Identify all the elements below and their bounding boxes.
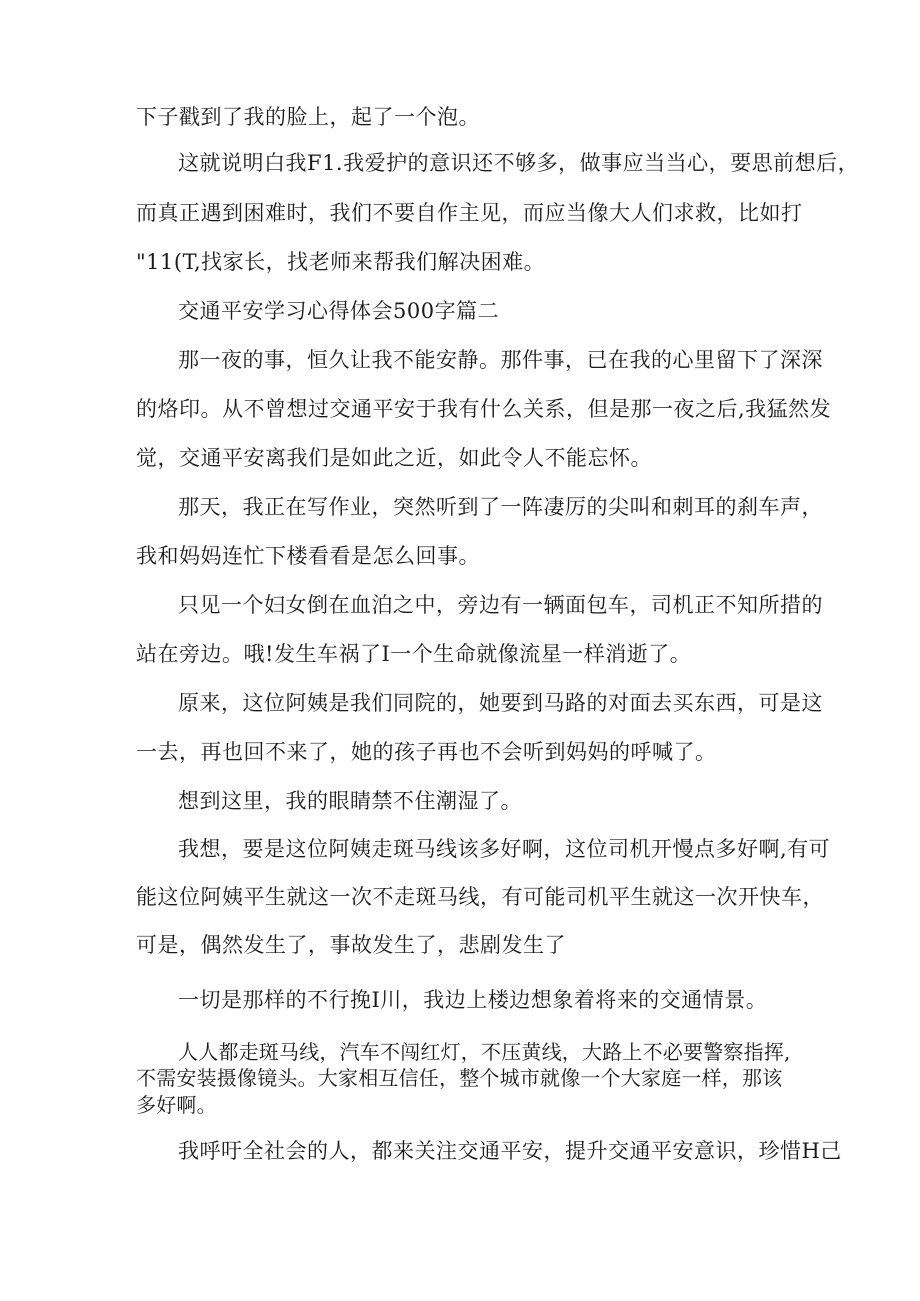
text-line: 可是，偶然发生了，事故发生了，悲剧发生了 bbox=[136, 933, 566, 957]
text-line: 多好啊。 bbox=[136, 1093, 217, 1117]
text-line: 站在旁边。哦!发生车祸了I一个生命就像流星一样消逝了。 bbox=[136, 642, 692, 666]
text-line: 那一夜的事，恒久让我不能安静。那件事，已在我的心里留下了深深 bbox=[178, 348, 823, 372]
text-line: 原来，这位阿姨是我们同院的，她要到马路的对面去买东西，可是这 bbox=[178, 691, 823, 715]
text-line: 我呼吁全社会的人，都来关注交通平安，提升交通平安意识，珍惜H己 bbox=[178, 1139, 842, 1163]
text-line: 我和妈妈连忙下楼看看是怎么回事。 bbox=[136, 544, 480, 568]
text-line: 的烙印。从不曾想过交通平安于我有什么关系，但是那一夜之后,我猛然发 bbox=[136, 397, 832, 421]
text-line: 我想，要是这位阿姨走斑马线该多好啊，这位司机开慢点多好啊,有可 bbox=[178, 837, 831, 861]
text-line: 下子戳到了我的脸上，起了一个泡。 bbox=[136, 105, 480, 129]
text-line: 那天，我正在写作业，突然听到了一阵凄厉的尖叫和刺耳的刹车声， bbox=[178, 495, 823, 519]
text-line: 一切是那样的不行挽I川，我边上楼边想象着将来的交通情景。 bbox=[178, 988, 768, 1012]
text-line: 觉，交通平安离我们是如此之近，如此令人不能忘怀。 bbox=[136, 446, 652, 470]
text-line: 想到这里，我的眼睛禁不住潮湿了。 bbox=[178, 789, 522, 813]
text-line: 只见一个妇女倒在血泊之中，旁边有一辆面包车，司机正不知所措的 bbox=[178, 593, 823, 617]
section-heading: 交通平安学习心得体会500字篇二 bbox=[178, 299, 500, 323]
text-line: 人人都走斑马线，汽车不闯红灯，不压黄线，大路上不必要警察指挥, bbox=[178, 1040, 791, 1064]
text-line: 一去，再也回不来了，她的孩子再也不会听到妈妈的呼喊了。 bbox=[136, 740, 717, 764]
text-line: 而真正遇到困难时，我们不要自作主见，而应当像大人们求救，比如打 bbox=[136, 201, 803, 225]
text-line: 这就说明白我F1.我爱护的意识还不够多，做事应当当心，要思前想后， bbox=[178, 151, 860, 175]
text-line: 不需安装摄像镜头。大家相互信任，整个城市就像一个大家庭一样，那该 bbox=[136, 1066, 783, 1090]
text-line: 能这位阿姨平生就这一次不走斑马线，有可能司机平生就这一次开快车， bbox=[136, 885, 824, 909]
text-line: "11(T,找家长，找老师来帮我们解决困难。 bbox=[136, 250, 546, 274]
